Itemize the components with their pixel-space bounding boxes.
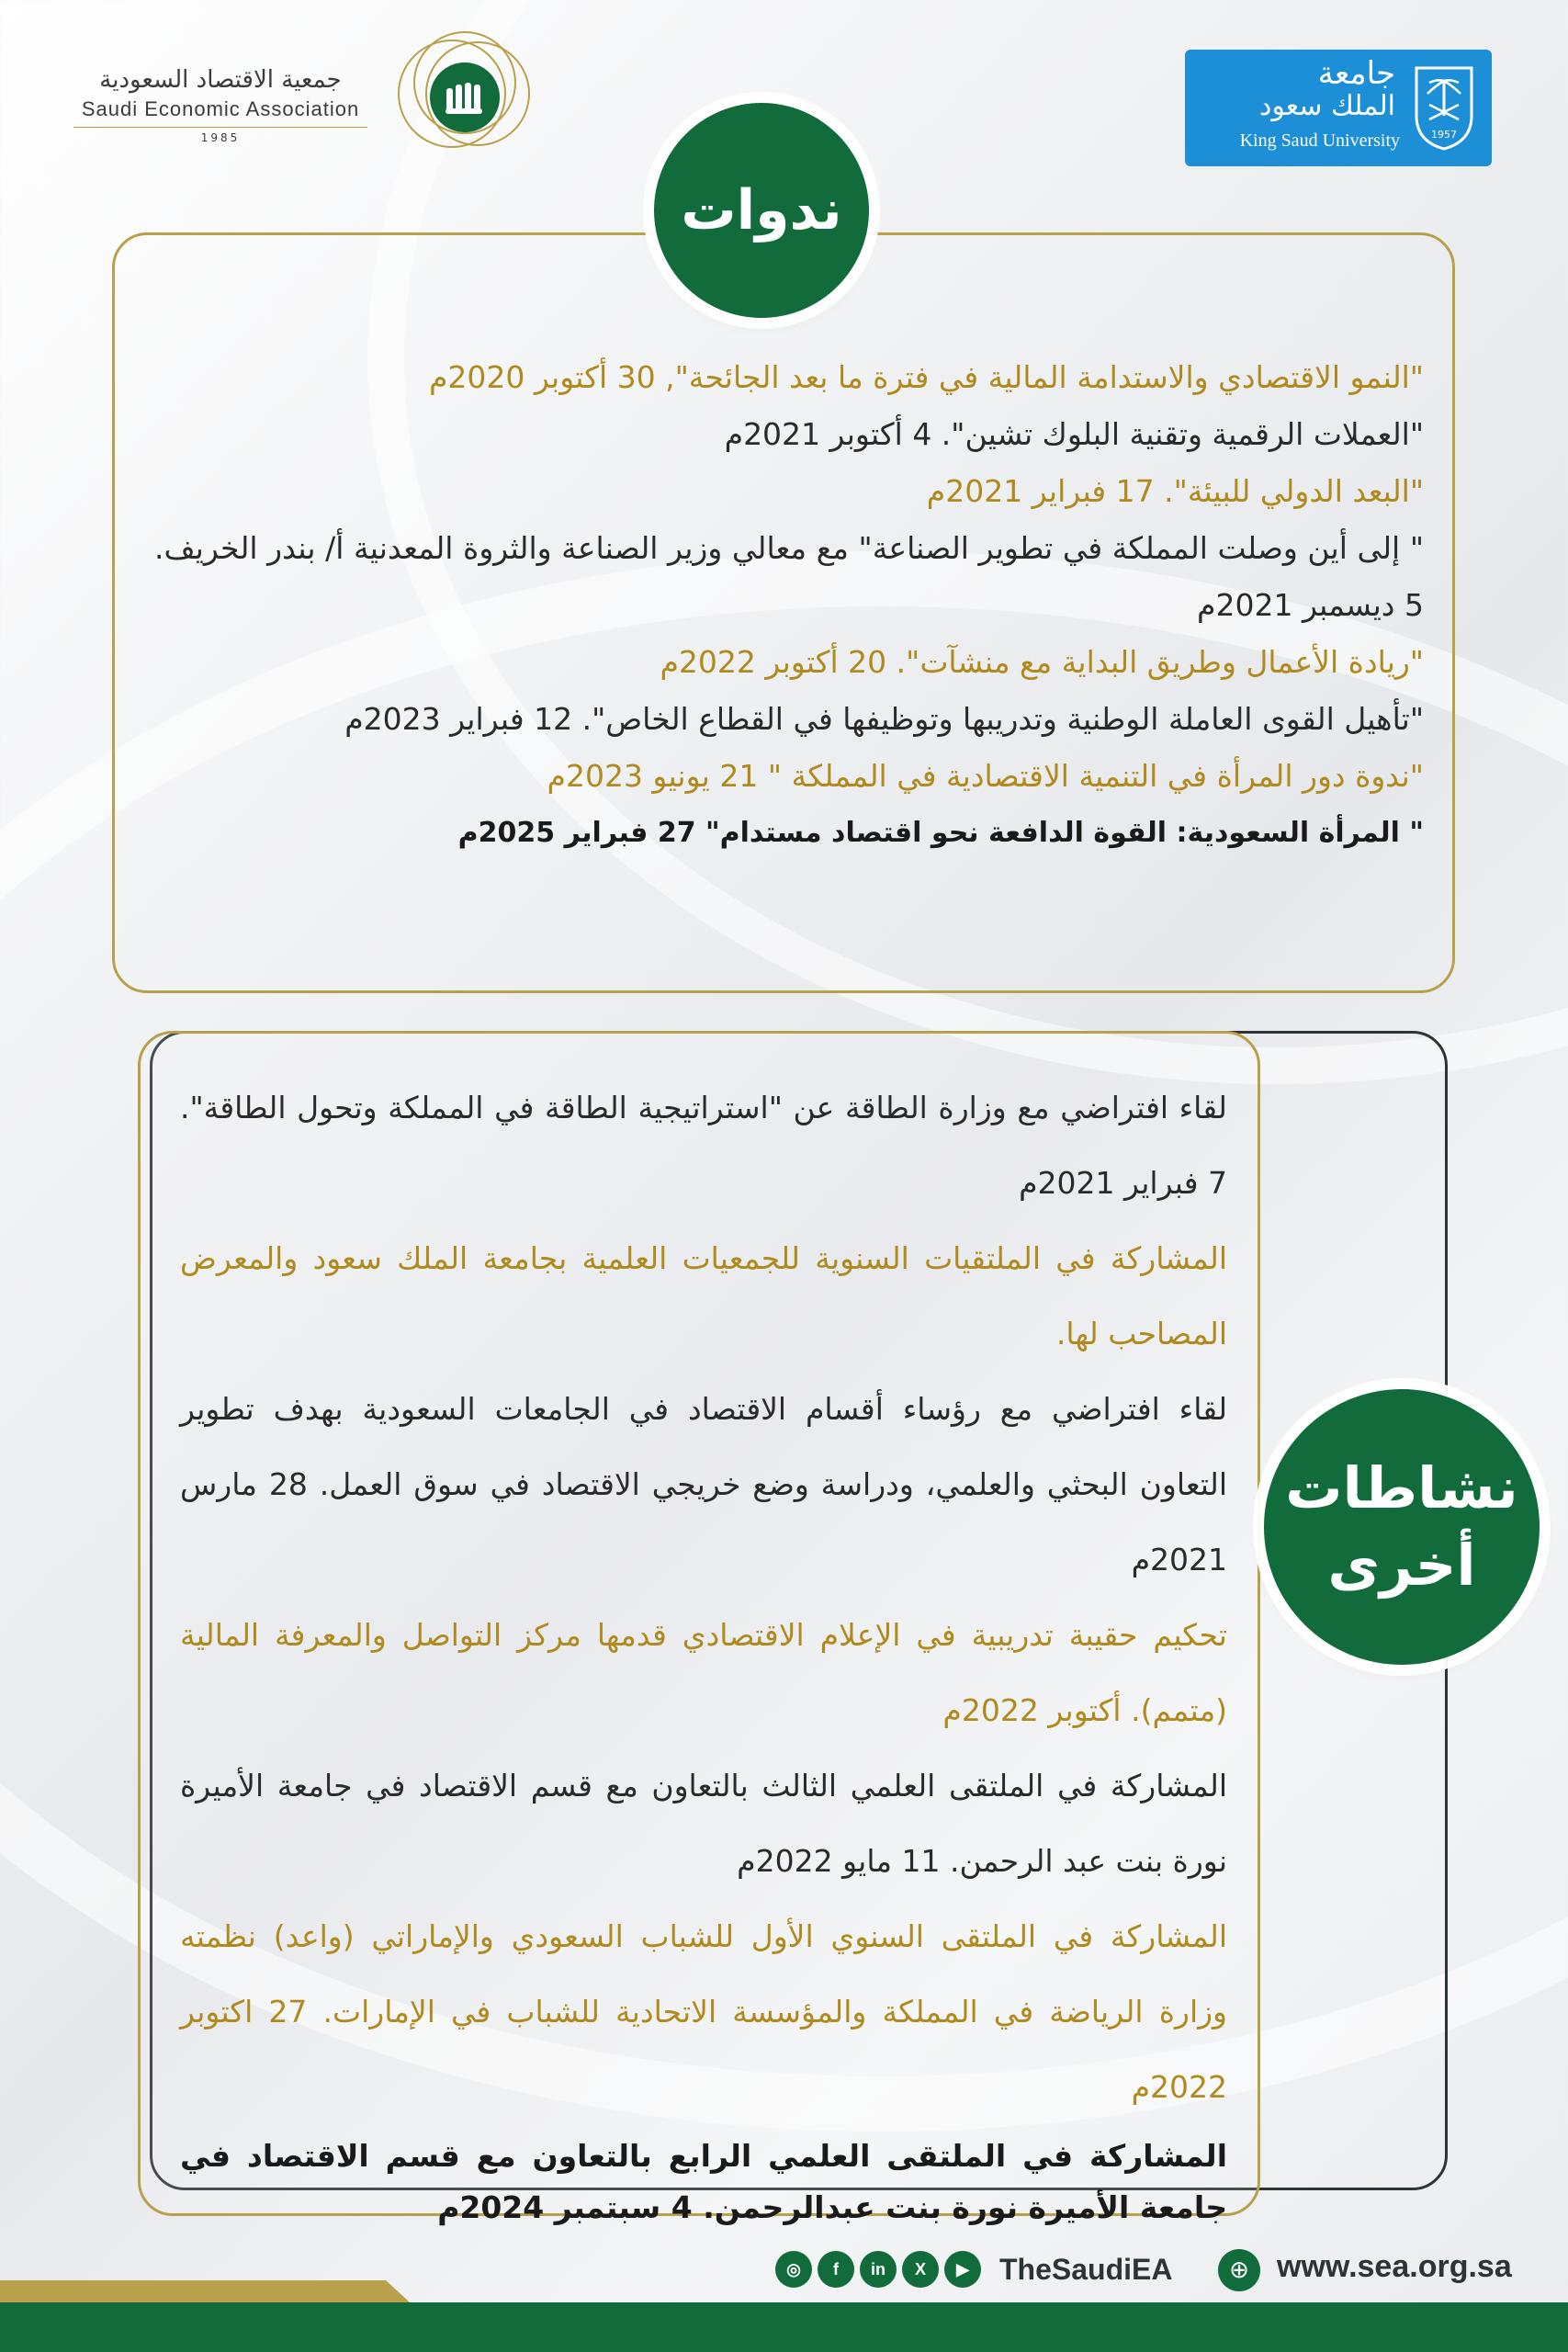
seminar-item: " المرأة السعودية: القوة الدافعة نحو اقتصاد مستدام" 27 فبراير 2025م	[457, 817, 1424, 849]
ksu-year: 1957	[1431, 129, 1457, 141]
activity-item: لقاء افتراضي مع وزارة الطاقة عن "استراتيجية الطاقة في المملكة وتحول الطاقة". 7 فبراير 2021م	[180, 1090, 1227, 1201]
sea-name-ar: جمعية الاقتصاد السعودية	[99, 66, 342, 94]
seminar-item: "تأهيل القوى العاملة الوطنية وتدريبها وتوظيفها في القطاع الخاص". 12 فبراير 2023م	[344, 701, 1424, 737]
seminar-item: " إلى أين وصلت المملكة في تطوير الصناعة" مع معالي وزير الصناعة والثروة المعدنية أ/ بندر الخريف. 5 ديسمبر 2021م	[154, 530, 1424, 623]
seminar-item: "العملات الرقمية وتقنية البلوك تشين". 4 أكتوبر 2021م	[724, 416, 1424, 452]
activity-item: المشاركة في الملتقى السنوي الأول للشباب السعودي والإماراتي (واعد) نظمته وزارة الرياضة في المملكة والمؤسسة الاتحادية للشباب في الإمارات. 27 اكتوبر 2022م	[180, 1918, 1227, 2105]
ksu-logo	[1185, 50, 1492, 166]
facebook-icon[interactable]: f	[818, 2251, 854, 2288]
ksu-name-ar-line2: الملك سعود	[1258, 90, 1395, 122]
seminar-item: "ندوة دور المرأة في التنمية الاقتصادية في المملكة " 21 يونيو 2023م	[547, 758, 1424, 794]
footer	[0, 2249, 1568, 2352]
activities-title-line2: أخرى	[1327, 1532, 1476, 1599]
seminars-title-badge	[654, 103, 869, 318]
ksu-palm-emblem-icon	[1407, 61, 1481, 153]
footer-bar	[0, 2302, 1568, 2352]
instagram-icon[interactable]: ◎	[775, 2251, 812, 2288]
activity-item: لقاء افتراضي مع رؤساء أقسام الاقتصاد في الجامعات السعودية بهدف تطوير التعاون البحثي والعلمي، ودراسة وضع خريجي الاقتصاد في سوق العمل. 28 مارس 2021م	[180, 1391, 1227, 1577]
sea-year: 1985	[73, 127, 367, 144]
activities-title-line1: نشاطات	[1285, 1454, 1518, 1522]
social-handle[interactable]: TheSaudiEA	[999, 2253, 1173, 2286]
seminar-item: "البعد الدولي للبيئة". 17 فبراير 2021م	[926, 473, 1424, 509]
activity-item: تحكيم حقيبة تدريبية في الإعلام الاقتصادي قدمها مركز التواصل والمعرفة المالية (متمم). أكتوبر 2022م	[180, 1617, 1227, 1728]
ksu-name-en: King Saud University	[1239, 130, 1400, 151]
social-links	[775, 2251, 981, 2288]
seminars-title: ندوات	[681, 178, 842, 243]
sea-name-en: Saudi Economic Association	[81, 97, 360, 120]
sea-emblem-icon	[395, 28, 533, 165]
activities-title-badge	[1264, 1389, 1540, 1665]
activity-item: المشاركة في الملتقى العلمي الثالث بالتعاون مع قسم الاقتصاد في جامعة الأميرة نورة بنت عبد الرحمن. 11 مايو 2022م	[180, 1768, 1227, 1879]
sea-logo-text	[73, 66, 367, 144]
linkedin-icon[interactable]: in	[860, 2251, 897, 2288]
seminar-item: "ريادة الأعمال وطريق البداية مع منشآت". 20 أكتوبر 2022م	[660, 644, 1424, 680]
ksu-name-ar-line1: جامعة	[1317, 55, 1395, 92]
activities-list	[180, 1070, 1227, 2233]
sea-logo	[64, 28, 551, 175]
activity-item: المشاركة في الملتقيات السنوية للجمعيات العلمية بجامعة الملك سعود والمعرض المصاحب لها.	[180, 1240, 1227, 1351]
globe-icon: ⊕	[1218, 2249, 1260, 2291]
seminars-list	[154, 349, 1424, 862]
x-icon[interactable]: X	[902, 2251, 939, 2288]
seminar-item: "النمو الاقتصادي والاستدامة المالية في فترة ما بعد الجائحة", 30 أكتوبر 2020م	[428, 359, 1424, 395]
activity-item: المشاركة في الملتقى العلمي الرابع بالتعاون مع قسم الاقتصاد في جامعة الأميرة نورة بنت عبدالرحمن. 4 سبتمبر 2024م	[180, 2138, 1227, 2225]
website-link[interactable]: www.sea.org.sa	[1277, 2249, 1512, 2284]
youtube-icon[interactable]: ▶	[944, 2251, 981, 2288]
